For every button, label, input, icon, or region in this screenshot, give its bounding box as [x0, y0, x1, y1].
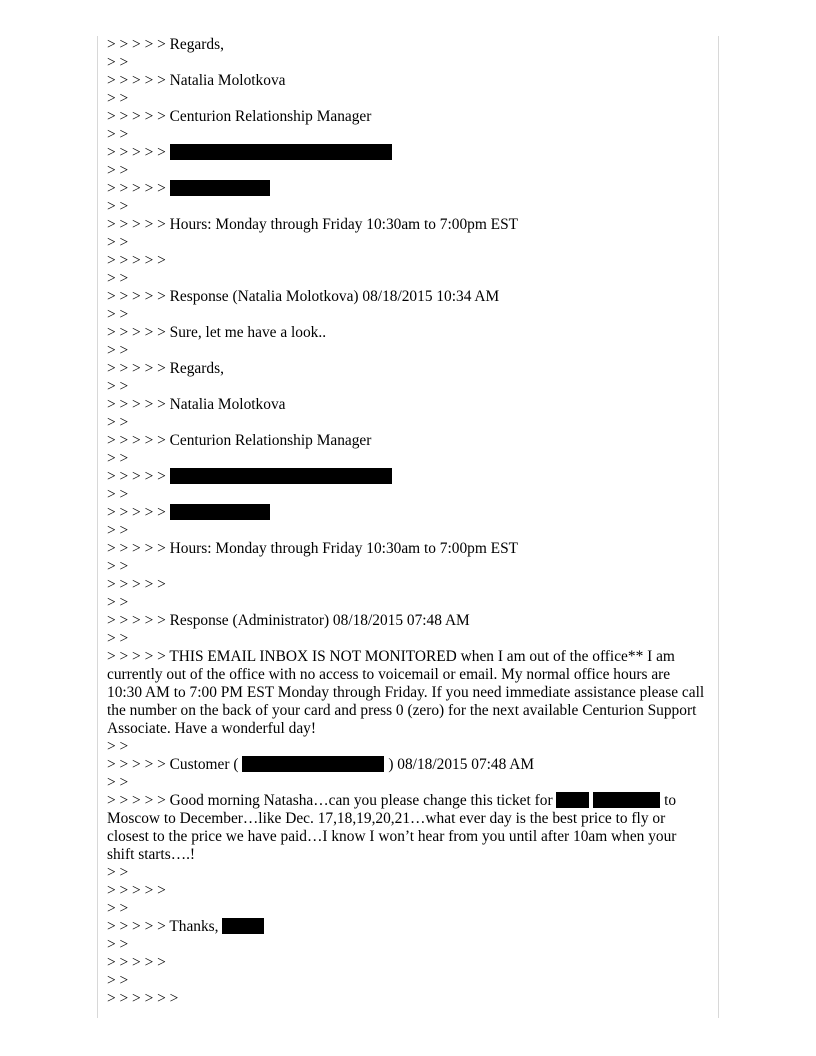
quote-marker-line: > > > > >	[107, 882, 166, 899]
customer-header-suffix: ) 08/18/2015 07:48 AM	[384, 756, 535, 773]
redaction-box	[170, 144, 392, 160]
separator-line: > >	[107, 936, 129, 953]
quoted-line	[107, 54, 705, 72]
quoted-line	[107, 180, 705, 198]
separator-line: > >	[107, 900, 129, 917]
email-thread-body	[107, 36, 709, 1008]
separator-line: > >	[107, 972, 129, 989]
quoted-line-text: > > > > > Centurion Relationship Manager	[107, 108, 372, 125]
redaction-box	[593, 792, 660, 808]
separator-line: > >	[107, 774, 129, 791]
thanks-prefix: > > > > > Thanks,	[107, 918, 223, 935]
quoted-line	[107, 630, 705, 648]
quoted-line	[107, 558, 705, 576]
quoted-line-text: > >	[107, 450, 129, 467]
quoted-line-text: > > > > > Hours: Monday through Friday 10:30am to 7:00pm EST	[107, 216, 519, 233]
quoted-line	[107, 360, 705, 378]
quoted-line	[107, 216, 705, 234]
quoted-line	[107, 468, 705, 486]
quoted-line	[107, 522, 705, 540]
quoted-line-text: > >	[107, 522, 129, 539]
redaction-box	[170, 504, 270, 520]
customer-message-rest: Moscow to December…like Dec. 17,18,19,20,21…what ever day is the best price to fly or closest to the price we have paid…I know I won’t hear from you until after 10am when your shift starts….!	[107, 810, 681, 863]
quoted-line-text: > >	[107, 594, 129, 611]
quoted-line-text: > > > > > Regards,	[107, 36, 224, 53]
quoted-lines	[107, 36, 705, 648]
quoted-line-text: > > > > > Hours: Monday through Friday 10:30am to 7:00pm EST	[107, 540, 519, 557]
quoted-line	[107, 234, 705, 252]
quoted-line-text: > > > > >	[107, 468, 170, 485]
quoted-line	[107, 90, 705, 108]
quoted-line	[107, 414, 705, 432]
quoted-line-text: > >	[107, 54, 129, 71]
quoted-line-text: > > > > > Regards,	[107, 360, 224, 377]
quoted-line	[107, 504, 705, 522]
quoted-line-text: > >	[107, 162, 129, 179]
separator-line: > >	[107, 864, 129, 881]
quoted-line-text: > >	[107, 486, 129, 503]
auto-reply-text: > > > > > THIS EMAIL INBOX IS NOT MONITORED when I am out of the office** I am currently out of the office with no access to voicemail or email. My normal office hours are 10:30 AM to 7:00 PM EST Monday through Friday. If you need immediate assistance please call the number on the back of your card and press 0 (zero) for the next available Centurion Support Associate. Have a wonderful day!	[107, 648, 709, 737]
quoted-line-text: > > > > > Sure, let me have a look..	[107, 324, 327, 341]
quoted-line	[107, 144, 705, 162]
quoted-line-text: > >	[107, 234, 129, 251]
quoted-line-text: > >	[107, 198, 129, 215]
quoted-line	[107, 342, 705, 360]
quoted-line-text: > >	[107, 558, 129, 575]
quoted-line	[107, 450, 705, 468]
quote-marker-line: > > > > >	[107, 954, 166, 971]
customer-header	[107, 756, 705, 774]
quoted-line-text: > >	[107, 270, 129, 287]
quoted-line-text: > > > > > Natalia Molotkova	[107, 396, 286, 413]
quote-marker-line: > > > > > >	[107, 990, 179, 1007]
redaction-box	[222, 918, 264, 934]
quoted-line-text: > > > > >	[107, 144, 170, 161]
quoted-line	[107, 288, 705, 306]
quoted-line	[107, 612, 705, 630]
quoted-line-text: > >	[107, 126, 129, 143]
quoted-line-text: > > > > >	[107, 252, 166, 269]
customer-header-prefix: > > > > > Customer (	[107, 756, 239, 773]
quoted-line-text: > >	[107, 414, 129, 431]
customer-message-prefix: > > > > > Good morning Natasha…can you please change this ticket for	[107, 792, 557, 809]
quoted-line-text: > > > > > Response (Administrator) 08/18/2015 07:48 AM	[107, 612, 470, 629]
customer-message	[107, 792, 705, 864]
thanks-line	[107, 918, 705, 936]
quoted-line	[107, 198, 705, 216]
quoted-line	[107, 378, 705, 396]
quoted-line	[107, 594, 705, 612]
quoted-line	[107, 108, 705, 126]
quoted-line	[107, 270, 705, 288]
quoted-line-text: > >	[107, 306, 129, 323]
redaction-box	[170, 468, 392, 484]
quoted-line	[107, 540, 705, 558]
quoted-line-text: > > > > >	[107, 504, 170, 521]
quoted-line	[107, 396, 705, 414]
quoted-line	[107, 486, 705, 504]
quoted-line	[107, 324, 705, 342]
quoted-line-text: > >	[107, 630, 129, 647]
quoted-line-text: > > > > > Centurion Relationship Manager	[107, 432, 372, 449]
quoted-line	[107, 126, 705, 144]
quoted-line	[107, 252, 705, 270]
quoted-line	[107, 306, 705, 324]
quoted-line-text: > > > > > Natalia Molotkova	[107, 72, 286, 89]
quoted-line-text: > >	[107, 342, 129, 359]
quoted-line-text: > >	[107, 90, 129, 107]
quoted-line-text: > >	[107, 378, 129, 395]
quoted-line	[107, 72, 705, 90]
quoted-line	[107, 162, 705, 180]
quoted-line-text: > > > > > Response (Natalia Molotkova) 08/18/2015 10:34 AM	[107, 288, 500, 305]
redaction-box	[170, 180, 270, 196]
customer-message-to: to	[660, 792, 677, 809]
redaction-box	[556, 792, 589, 808]
quoted-line-text: > > > > >	[107, 576, 166, 593]
separator-line: > >	[107, 738, 129, 755]
quoted-line-text: > > > > >	[107, 180, 170, 197]
redaction-box	[242, 756, 384, 772]
quoted-line	[107, 576, 705, 594]
quoted-line	[107, 432, 705, 450]
quoted-line	[107, 36, 705, 54]
